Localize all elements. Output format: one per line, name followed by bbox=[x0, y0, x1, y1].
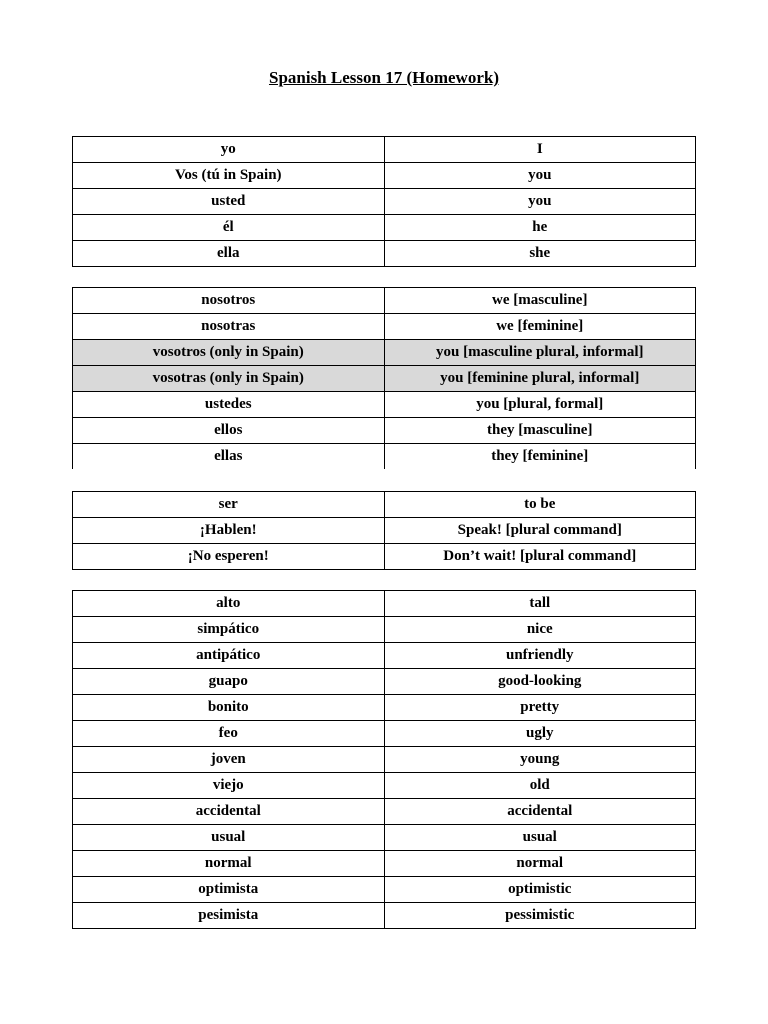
table-row bbox=[73, 418, 696, 444]
spanish-term: Vos (tú in Spain) bbox=[73, 163, 385, 189]
table-row bbox=[73, 799, 696, 825]
table-row bbox=[73, 340, 696, 366]
spanish-term: bonito bbox=[73, 695, 385, 721]
spanish-term: joven bbox=[73, 747, 385, 773]
english-translation: normal bbox=[384, 851, 696, 877]
english-translation: you [plural, formal] bbox=[384, 392, 696, 418]
spanish-term: guapo bbox=[73, 669, 385, 695]
table-row bbox=[73, 721, 696, 747]
spanish-term: yo bbox=[73, 137, 385, 163]
spanish-term: optimista bbox=[73, 877, 385, 903]
english-translation: you bbox=[384, 163, 696, 189]
table-row bbox=[73, 492, 696, 518]
english-translation: you [masculine plural, informal] bbox=[384, 340, 696, 366]
spanish-term: viejo bbox=[73, 773, 385, 799]
table-row bbox=[73, 877, 696, 903]
spanish-term: vosotras (only in Spain) bbox=[73, 366, 385, 392]
table-row bbox=[73, 695, 696, 721]
vocab-table-plural-pronouns bbox=[72, 287, 696, 469]
english-translation: Speak! [plural command] bbox=[384, 518, 696, 544]
spanish-term: alto bbox=[73, 591, 385, 617]
spanish-term: simpático bbox=[73, 617, 385, 643]
table-row bbox=[73, 747, 696, 773]
english-translation: they [masculine] bbox=[384, 418, 696, 444]
english-translation: I bbox=[384, 137, 696, 163]
english-translation: pretty bbox=[384, 695, 696, 721]
english-translation: to be bbox=[384, 492, 696, 518]
spanish-term: feo bbox=[73, 721, 385, 747]
table-row bbox=[73, 643, 696, 669]
table-row bbox=[73, 215, 696, 241]
table-row bbox=[73, 591, 696, 617]
table-row bbox=[73, 851, 696, 877]
english-translation: young bbox=[384, 747, 696, 773]
english-translation: Don’t wait! [plural command] bbox=[384, 544, 696, 570]
english-translation: you bbox=[384, 189, 696, 215]
table-row bbox=[73, 617, 696, 643]
spanish-term: nosotros bbox=[73, 288, 385, 314]
spanish-term: él bbox=[73, 215, 385, 241]
table-row bbox=[73, 669, 696, 695]
table-row bbox=[73, 288, 696, 314]
vocab-table-verbs-commands bbox=[72, 491, 696, 570]
table-row bbox=[73, 392, 696, 418]
spanish-term: ustedes bbox=[73, 392, 385, 418]
english-translation: nice bbox=[384, 617, 696, 643]
table-row bbox=[73, 163, 696, 189]
table-row bbox=[73, 544, 696, 570]
table-row bbox=[73, 518, 696, 544]
spanish-term: ser bbox=[73, 492, 385, 518]
english-translation: unfriendly bbox=[384, 643, 696, 669]
vocab-table-adjectives bbox=[72, 590, 696, 929]
spanish-term: vosotros (only in Spain) bbox=[73, 340, 385, 366]
spanish-term: ¡No esperen! bbox=[73, 544, 385, 570]
table-row bbox=[73, 903, 696, 929]
spanish-term: ella bbox=[73, 241, 385, 267]
english-translation: they [feminine] bbox=[384, 444, 696, 470]
english-translation: she bbox=[384, 241, 696, 267]
spanish-term: usual bbox=[73, 825, 385, 851]
spanish-term: usted bbox=[73, 189, 385, 215]
table-row bbox=[73, 137, 696, 163]
english-translation: tall bbox=[384, 591, 696, 617]
page-title: Spanish Lesson 17 (Homework) bbox=[268, 68, 499, 87]
table-row bbox=[73, 366, 696, 392]
spanish-term: antipático bbox=[73, 643, 385, 669]
english-translation: usual bbox=[384, 825, 696, 851]
spanish-term: nosotras bbox=[73, 314, 385, 340]
table-row bbox=[73, 444, 696, 470]
spanish-term: ellos bbox=[73, 418, 385, 444]
spanish-term: pesimista bbox=[73, 903, 385, 929]
english-translation: accidental bbox=[384, 799, 696, 825]
table-row bbox=[73, 825, 696, 851]
english-translation: you [feminine plural, informal] bbox=[384, 366, 696, 392]
english-translation: optimistic bbox=[384, 877, 696, 903]
spanish-term: ellas bbox=[73, 444, 385, 470]
table-row bbox=[73, 314, 696, 340]
english-translation: he bbox=[384, 215, 696, 241]
english-translation: we [feminine] bbox=[384, 314, 696, 340]
spanish-term: normal bbox=[73, 851, 385, 877]
table-row bbox=[73, 189, 696, 215]
english-translation: good-looking bbox=[384, 669, 696, 695]
table-row bbox=[73, 241, 696, 267]
spanish-term: ¡Hablen! bbox=[73, 518, 385, 544]
english-translation: ugly bbox=[384, 721, 696, 747]
vocab-table-subject-pronouns bbox=[72, 136, 696, 267]
english-translation: pessimistic bbox=[384, 903, 696, 929]
spanish-term: accidental bbox=[73, 799, 385, 825]
english-translation: old bbox=[384, 773, 696, 799]
table-row bbox=[73, 773, 696, 799]
english-translation: we [masculine] bbox=[384, 288, 696, 314]
